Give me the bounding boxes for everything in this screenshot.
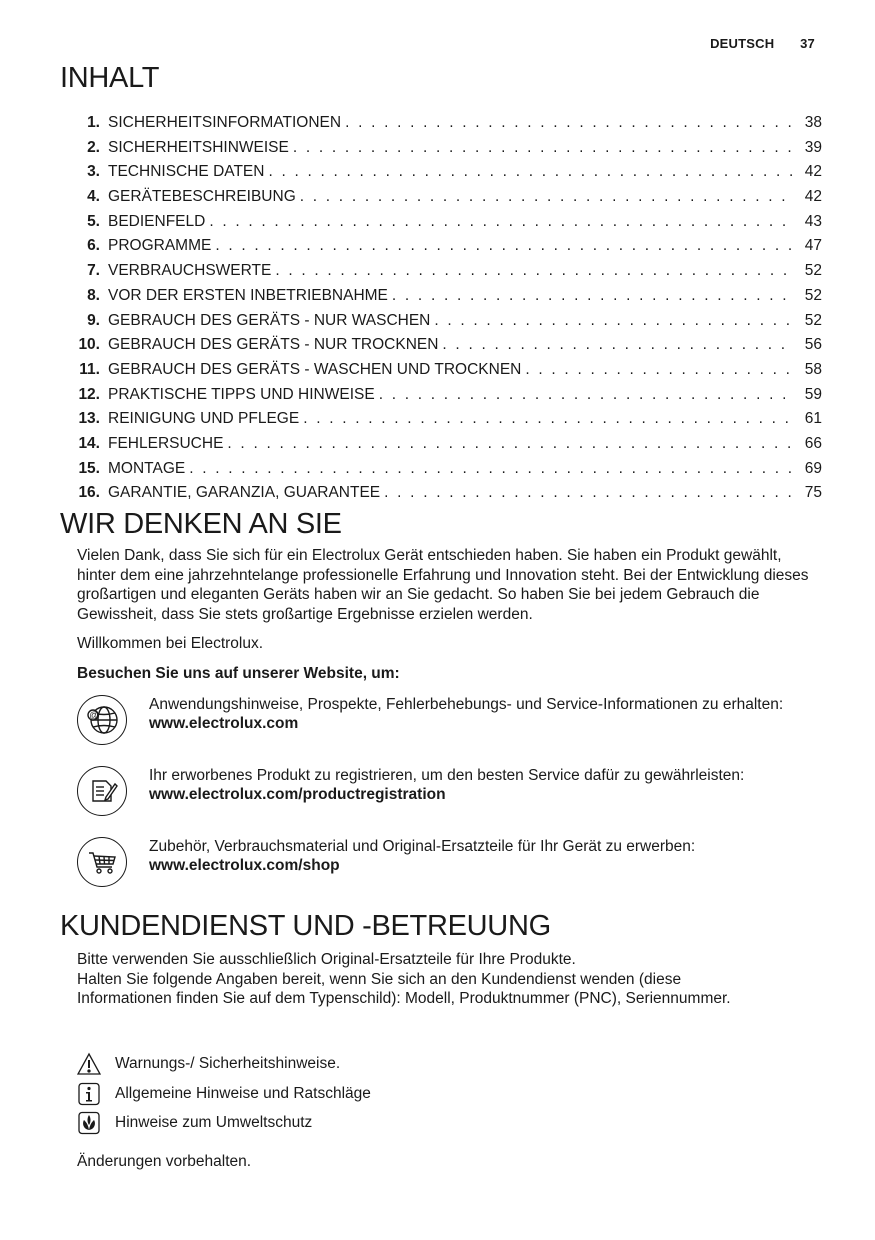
toc-item[interactable] bbox=[60, 336, 822, 361]
toc-leader-dots bbox=[379, 386, 794, 404]
toc-item-title: TECHNISCHE DATEN bbox=[108, 163, 265, 181]
toc-item[interactable] bbox=[60, 410, 822, 435]
welcome-intro: Vielen Dank, dass Sie sich für ein Electrolux Gerät entschieden haben. Sie haben ein Produkt gewählt, hinter dem eine jahrzehntelange professionelle Erfahrung und Innovation steht. Bei der Entwicklung dieses großartigen und eleganten Geräts haben wir an Sie gedacht. So haben Sie bei jedem Gebrauch die Gewissheit, dass Sie stets großartige Ergebnisse erzielen werden. bbox=[77, 547, 809, 623]
toc-leader-dots bbox=[227, 435, 794, 453]
toc-item-number: 5. bbox=[87, 212, 100, 230]
link-url[interactable]: www.electrolux.com/shop bbox=[149, 857, 340, 874]
legend-label: Allgemeine Hinweise und Ratschläge bbox=[115, 1085, 371, 1102]
toc-item-number: 13. bbox=[78, 410, 100, 428]
page-number: 37 bbox=[800, 36, 815, 51]
toc-leader-dots bbox=[189, 460, 794, 478]
toc-leader-dots bbox=[392, 287, 794, 305]
environment-icon bbox=[77, 1111, 101, 1135]
toc-item-number: 10. bbox=[78, 336, 100, 354]
toc-item-page: 66 bbox=[804, 434, 822, 452]
toc-item[interactable] bbox=[60, 361, 822, 386]
toc-item-title: MONTAGE bbox=[108, 459, 186, 477]
toc-item-page: 56 bbox=[804, 336, 822, 354]
toc-item[interactable] bbox=[60, 262, 822, 287]
toc-item-number: 11. bbox=[79, 360, 100, 378]
toc-item[interactable] bbox=[60, 188, 822, 213]
visit-heading: Besuchen Sie uns auf unserer Website, um: bbox=[77, 664, 400, 682]
toc-item-title: GEBRAUCH DES GERÄTS - NUR WASCHEN bbox=[108, 311, 431, 329]
toc-item-title: GEBRAUCH DES GERÄTS - NUR TROCKNEN bbox=[108, 336, 439, 354]
toc-item-page: 39 bbox=[804, 138, 822, 156]
toc-item-title: VOR DER ERSTEN INBETRIEBNAHME bbox=[108, 286, 388, 304]
legend-environment bbox=[77, 1111, 312, 1135]
toc-item-number: 6. bbox=[87, 237, 100, 255]
svg-text:@: @ bbox=[89, 710, 99, 721]
toc-item-number: 7. bbox=[87, 262, 100, 280]
toc-item-number: 1. bbox=[87, 114, 100, 131]
service-title: KUNDENDIENST UND -BETREUUNG bbox=[60, 910, 551, 942]
toc-leader-dots bbox=[303, 410, 794, 428]
link-item-shop bbox=[77, 837, 817, 887]
legend-info bbox=[77, 1082, 371, 1106]
warning-icon bbox=[77, 1052, 101, 1076]
info-icon bbox=[77, 1082, 101, 1106]
table-of-contents bbox=[60, 114, 822, 509]
globe-at-icon bbox=[77, 695, 127, 745]
toc-item-number: 16. bbox=[78, 484, 100, 502]
toc-item-page: 52 bbox=[804, 311, 822, 329]
toc-item-page: 61 bbox=[804, 410, 822, 428]
toc-item-number: 14. bbox=[78, 434, 100, 452]
link-item-support bbox=[77, 695, 817, 745]
legend-warning bbox=[77, 1052, 340, 1076]
toc-item-title: PROGRAMME bbox=[108, 237, 212, 255]
toc-item[interactable] bbox=[60, 237, 822, 262]
toc-leader-dots bbox=[209, 213, 794, 231]
toc-item-title: GERÄTEBESCHREIBUNG bbox=[108, 188, 296, 206]
toc-leader-dots bbox=[215, 237, 794, 255]
toc-item-title: GEBRAUCH DES GERÄTS - WASCHEN UND TROCKNEN bbox=[108, 360, 522, 378]
toc-leader-dots bbox=[345, 114, 794, 132]
link-item-registration bbox=[77, 766, 817, 816]
toc-item-title: PRAKTISCHE TIPPS UND HINWEISE bbox=[108, 385, 375, 403]
toc-item-number: 4. bbox=[87, 188, 100, 206]
toc-leader-dots bbox=[275, 262, 794, 280]
toc-item-page: 69 bbox=[804, 459, 822, 477]
toc-item[interactable] bbox=[60, 139, 822, 164]
toc-item-page: 52 bbox=[804, 262, 822, 280]
toc-item-number: 9. bbox=[87, 311, 100, 329]
toc-item-page: 43 bbox=[804, 212, 822, 230]
toc-item-page: 52 bbox=[804, 286, 822, 304]
toc-item-page: 38 bbox=[804, 114, 822, 131]
welcome-greeting: Willkommen bei Electrolux. bbox=[77, 635, 264, 652]
service-section bbox=[77, 950, 817, 1009]
page-header bbox=[710, 36, 815, 51]
welcome-section bbox=[77, 546, 817, 683]
toc-item-page: 58 bbox=[804, 360, 822, 378]
link-description: Zubehör, Verbrauchsmaterial und Original-Ersatzteile für Ihr Gerät zu erwerben: bbox=[149, 838, 696, 855]
link-description: Anwendungshinweise, Prospekte, Fehlerbehebungs- und Service-Informationen zu erhalten: bbox=[149, 696, 784, 713]
toc-item[interactable] bbox=[60, 213, 822, 238]
footer-note-section bbox=[77, 1152, 817, 1172]
toc-item-page: 75 bbox=[804, 484, 822, 502]
toc-item[interactable] bbox=[60, 484, 822, 509]
toc-item-number: 3. bbox=[87, 163, 100, 181]
toc-title: INHALT bbox=[60, 62, 160, 94]
toc-item-page: 59 bbox=[804, 385, 822, 403]
link-url[interactable]: www.electrolux.com bbox=[149, 715, 299, 732]
toc-item-number: 12. bbox=[78, 385, 100, 403]
toc-item-title: BEDIENFELD bbox=[108, 212, 206, 230]
service-line-2: Halten Sie folgende Angaben bereit, wenn Sie sich an den Kundendienst wenden (diese Informationen finden Sie auf dem Typenschild): Modell, Produktnummer (PNC), Seriennummer. bbox=[77, 970, 731, 1007]
register-pen-icon bbox=[77, 766, 127, 816]
toc-item-number: 8. bbox=[87, 286, 100, 304]
language-label: DEUTSCH bbox=[710, 36, 775, 51]
link-description: Ihr erworbenes Produkt zu registrieren, um den besten Service dafür zu gewährleisten: bbox=[149, 767, 745, 784]
toc-item-title: FEHLERSUCHE bbox=[108, 434, 224, 452]
toc-item-title: GARANTIE, GARANZIA, GUARANTEE bbox=[108, 484, 381, 502]
footer-note: Änderungen vorbehalten. bbox=[77, 1153, 252, 1170]
toc-item-page: 42 bbox=[804, 163, 822, 181]
toc-leader-dots bbox=[384, 484, 794, 502]
link-url[interactable]: www.electrolux.com/productregistration bbox=[149, 786, 446, 803]
toc-item[interactable] bbox=[60, 114, 822, 139]
toc-item-title: SICHERHEITSINFORMATIONEN bbox=[108, 114, 342, 131]
toc-item-page: 42 bbox=[804, 188, 822, 206]
toc-item-title: REINIGUNG UND PFLEGE bbox=[108, 410, 300, 428]
toc-item[interactable] bbox=[60, 435, 822, 460]
toc-leader-dots bbox=[434, 312, 794, 330]
service-line-1: Bitte verwenden Sie ausschließlich Original-Ersatzteile für Ihre Produkte. bbox=[77, 951, 576, 968]
toc-item-page: 47 bbox=[804, 237, 822, 255]
toc-item[interactable] bbox=[60, 163, 822, 188]
toc-leader-dots bbox=[293, 139, 794, 157]
toc-item[interactable] bbox=[60, 312, 822, 337]
shopping-cart-icon bbox=[77, 837, 127, 887]
legend-label: Hinweise zum Umweltschutz bbox=[115, 1114, 313, 1131]
toc-item-number: 15. bbox=[78, 459, 100, 477]
toc-item-title: VERBRAUCHSWERTE bbox=[108, 262, 272, 280]
toc-item[interactable] bbox=[60, 460, 822, 485]
toc-leader-dots bbox=[525, 361, 794, 379]
toc-leader-dots bbox=[442, 336, 794, 354]
welcome-title: WIR DENKEN AN SIE bbox=[60, 508, 342, 540]
toc-item-number: 2. bbox=[87, 138, 100, 156]
toc-item-title: SICHERHEITSHINWEISE bbox=[108, 138, 289, 156]
toc-leader-dots bbox=[268, 163, 794, 181]
toc-item[interactable] bbox=[60, 287, 822, 312]
toc-leader-dots bbox=[300, 188, 794, 206]
toc-item[interactable] bbox=[60, 386, 822, 411]
legend-label: Warnungs-/ Sicherheitshinweise. bbox=[115, 1055, 341, 1072]
